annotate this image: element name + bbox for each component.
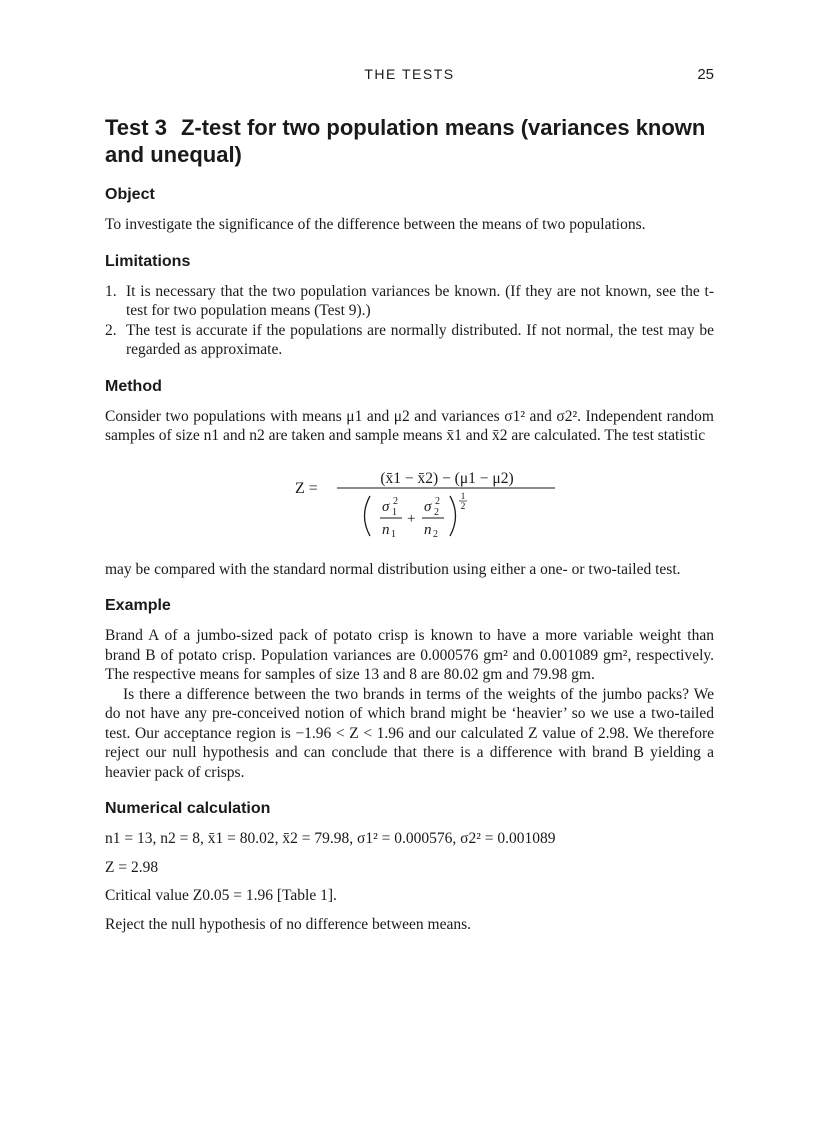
list-item-text: The test is accurate if the populations are normally distributed. If not normal, the test may be regarded as approximate. (126, 321, 714, 358)
method-section (105, 377, 714, 580)
exponent-denominator: 2 (460, 501, 466, 512)
limitations-section (105, 252, 714, 360)
calc-line-2: Z = 2.98 (105, 858, 159, 876)
right-paren (450, 496, 456, 536)
calc-line-1: n1 = 13, n2 = 8, x̄1 = 80.02, x̄2 = 79.98, σ1² = 0.000576, σ2² = 0.001089 (105, 830, 556, 847)
z-statistic-formula (105, 452, 714, 552)
example-paragraph-1: Brand A of a jumbo-sized pack of potato crisp is known to have a more variable weight than brand B of potato crisp. Population variances are 0.000576 gm² and 0.001089 gm², respectively. The respective means for samples of size 13 and 8 are 80.02 gm and 79.98 gm. (105, 627, 714, 683)
object-heading: Object (105, 186, 155, 203)
limitations-heading: Limitations (105, 252, 191, 270)
test-number: Test 3 (105, 115, 167, 140)
method-text: Consider two populations with means μ1 and μ2 and variances σ1² and σ2². Independent random samples of size n1 and n2 are taken and sample means x̄1 and x̄2 are calculated. The test statistic (105, 407, 714, 444)
example-paragraph-2: Is there a difference between the two brands in terms of the weights of the jumbo packs? We do not have any pre-conceived notion of which brand might be ‘heavier’ so we use a two-tailed test. Our acceptance region is −1.96 < Z < 1.96 and our calculated Z value of 2.98. We therefore reject our null hypothesis and can conclude that there is a difference with brand B yielding a heavier pack of crisps. (105, 685, 714, 781)
numerical-section (105, 799, 714, 934)
n2-sub: 2 (433, 528, 438, 540)
exponent-numerator: 1 (460, 491, 466, 502)
running-head (105, 66, 714, 86)
running-title: THE TESTS (364, 66, 455, 82)
numerical-heading: Numerical calculation (105, 800, 271, 817)
list-item-number: 1. (105, 282, 117, 300)
sigma2-sq: 2 (435, 495, 440, 507)
method-after-text: may be compared with the standard normal distribution using either a one- or two-tailed test. (105, 560, 681, 578)
plus-sign: + (407, 510, 416, 527)
list-item-text: It is necessary that the two population variances be known. (If they are not known, see the t-test for two population means (Test 9).) (126, 282, 714, 319)
formula-numerator: (x̄1 − x̄2) − (μ1 − μ2) (380, 469, 514, 487)
formula-lhs: Z = (295, 479, 318, 497)
example-section (105, 596, 714, 782)
sigma1: σ (382, 498, 390, 515)
sigma2-sub: 2 (434, 506, 439, 518)
left-paren (365, 496, 371, 536)
object-text: To investigate the significance of the difference between the means of two populations. (105, 216, 646, 233)
sigma1-sub: 1 (392, 506, 397, 518)
object-section (105, 185, 714, 235)
n1-sub: 1 (391, 528, 396, 540)
limitations-list (105, 282, 714, 360)
n1: n (382, 521, 390, 538)
example-heading: Example (105, 597, 171, 614)
sigma2: σ (424, 498, 432, 515)
test-title (105, 114, 714, 168)
list-item (105, 321, 714, 360)
test-heading: Z-test for two population means (variances known and unequal) (105, 115, 706, 167)
calc-line-4: Reject the null hypothesis of no difference between means. (105, 915, 471, 933)
list-item (105, 282, 714, 321)
list-item-number: 2. (105, 321, 117, 339)
sigma1-sq: 2 (393, 495, 398, 507)
page-content (105, 114, 714, 951)
n2: n (424, 521, 432, 538)
method-heading: Method (105, 377, 162, 395)
calc-line-3: Critical value Z0.05 = 1.96 [Table 1]. (105, 887, 337, 904)
page-number: 25 (697, 66, 714, 83)
